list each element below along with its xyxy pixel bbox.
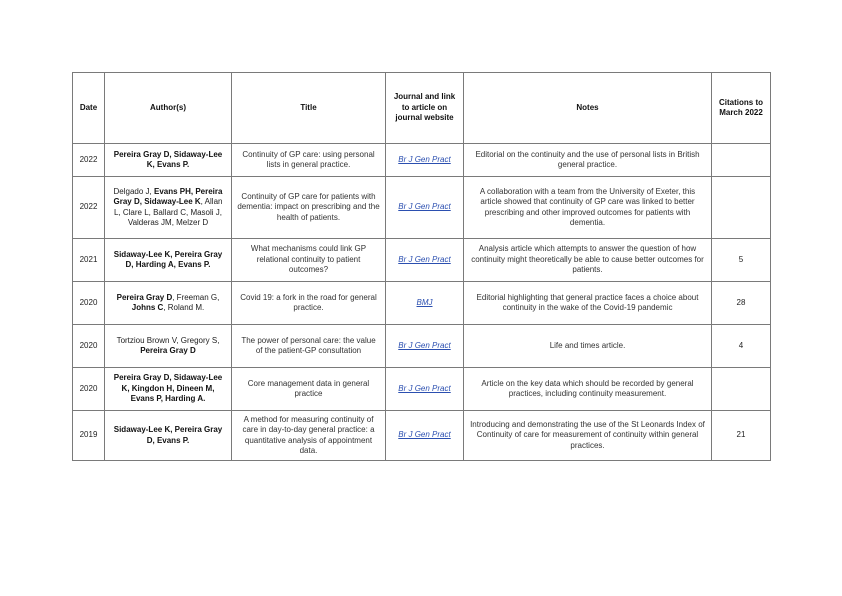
author-name: Delgado J, bbox=[113, 186, 154, 196]
cell-date: 2022 bbox=[73, 177, 105, 239]
cell-authors bbox=[105, 411, 232, 461]
cell-journal bbox=[386, 282, 464, 325]
header-date: Date bbox=[73, 73, 105, 144]
cell-citations: 28 bbox=[712, 282, 771, 325]
author-name: , Allan L, Clare L, Ballard C, Masoli J, Valderas JM, Melzer D bbox=[113, 197, 223, 227]
cell-journal bbox=[386, 177, 464, 239]
cell-authors bbox=[105, 325, 232, 368]
journal-link[interactable]: Br J Gen Pract bbox=[398, 154, 451, 164]
author-name-highlighted: Pereira Gray D, Sidaway-Lee K, Evans P. bbox=[113, 149, 223, 169]
cell-citations: 21 bbox=[712, 411, 771, 461]
cell-authors bbox=[105, 177, 232, 239]
author-name-highlighted: Sidaway-Lee K, Pereira Gray D, Evans P. bbox=[113, 425, 223, 445]
cell-title: What mechanisms could link GP relational continuity to patient outcomes? bbox=[232, 239, 386, 282]
cell-date: 2021 bbox=[73, 239, 105, 282]
cell-citations bbox=[712, 144, 771, 177]
cell-title: The power of personal care: the value of the patient-GP consultation bbox=[232, 325, 386, 368]
cell-journal bbox=[386, 368, 464, 411]
header-authors: Author(s) bbox=[105, 73, 232, 144]
cell-title: Continuity of GP care for patients with dementia: impact on prescribing and the health of patients. bbox=[232, 177, 386, 239]
author-name-highlighted: Sidaway-Lee K, Pereira Gray D, Harding A, Evans P. bbox=[113, 249, 223, 269]
header-journal: Journal and link to article on journal website bbox=[386, 73, 464, 144]
cell-notes: Life and times article. bbox=[464, 325, 712, 368]
cell-title: Continuity of GP care: using personal lists in general practice. bbox=[232, 144, 386, 177]
cell-notes: Introducing and demonstrating the use of the St Leonards Index of Continuity of care for measurement of continuity within general practices. bbox=[464, 411, 712, 461]
author-name-highlighted: Pereira Gray D bbox=[140, 346, 196, 355]
cell-authors bbox=[105, 144, 232, 177]
cell-journal bbox=[386, 239, 464, 282]
cell-date: 2020 bbox=[73, 282, 105, 325]
header-title: Title bbox=[232, 73, 386, 144]
cell-title: Core management data in general practice bbox=[232, 368, 386, 411]
journal-link[interactable]: Br J Gen Pract bbox=[398, 254, 451, 264]
table-row bbox=[73, 368, 771, 411]
table-row bbox=[73, 282, 771, 325]
publications-table bbox=[72, 72, 771, 461]
cell-date: 2022 bbox=[73, 144, 105, 177]
table-body bbox=[73, 144, 771, 461]
cell-authors bbox=[105, 239, 232, 282]
cell-authors bbox=[105, 368, 232, 411]
cell-journal bbox=[386, 411, 464, 461]
author-name-highlighted: Johns C bbox=[131, 303, 164, 312]
table-row bbox=[73, 177, 771, 239]
cell-citations: 4 bbox=[712, 325, 771, 368]
journal-link[interactable]: Br J Gen Pract bbox=[398, 430, 451, 440]
cell-title: Covid 19: a fork in the road for general practice. bbox=[232, 282, 386, 325]
cell-journal bbox=[386, 325, 464, 368]
author-name: , Roland M. bbox=[163, 303, 205, 312]
journal-link[interactable]: Br J Gen Pract bbox=[398, 383, 451, 393]
table-row bbox=[73, 325, 771, 368]
cell-citations: 5 bbox=[712, 239, 771, 282]
table-row bbox=[73, 239, 771, 282]
author-name-highlighted: Pereira Gray D bbox=[116, 292, 173, 302]
cell-authors bbox=[105, 282, 232, 325]
cell-title: A method for measuring continuity of care in day-to-day general practice: a quantitative analysis of appointment data. bbox=[232, 411, 386, 461]
journal-link[interactable]: BMJ bbox=[416, 297, 433, 307]
table-row bbox=[73, 411, 771, 461]
author-name-highlighted: Pereira Gray D, Sidaway-Lee K, Kingdon H, Dineen M, Evans P, Harding A. bbox=[113, 373, 223, 404]
cell-date: 2019 bbox=[73, 411, 105, 461]
cell-notes: Analysis article which attempts to answer the question of how continuity might theoretically be able to cause better outcomes for patients. bbox=[464, 239, 712, 282]
header-citations: Citations to March 2022 bbox=[712, 73, 771, 144]
cell-notes: A collaboration with a team from the University of Exeter, this article showed that continuity of GP care was linked to better prescribing and other improved outcomes for patients with dementia. bbox=[464, 177, 712, 239]
cell-notes: Editorial on the continuity and the use of personal lists in British general practice. bbox=[464, 144, 712, 177]
author-name-highlighted: Evans PH, Pereira Gray D, Sidaway-Lee K bbox=[113, 186, 223, 206]
journal-link[interactable]: Br J Gen Pract bbox=[398, 202, 451, 212]
header-notes: Notes bbox=[464, 73, 712, 144]
cell-citations bbox=[712, 177, 771, 239]
cell-journal bbox=[386, 144, 464, 177]
journal-link[interactable]: Br J Gen Pract bbox=[398, 340, 451, 350]
cell-citations bbox=[712, 368, 771, 411]
cell-date: 2020 bbox=[73, 368, 105, 411]
table-header-row bbox=[73, 73, 771, 144]
author-name: , Freeman G, bbox=[172, 292, 220, 302]
table-row bbox=[73, 144, 771, 177]
cell-notes: Editorial highlighting that general practice faces a choice about continuity in the wake of the Covid-19 pandemic bbox=[464, 282, 712, 325]
author-name: Tortziou Brown V, Gregory S, bbox=[116, 335, 220, 345]
cell-date: 2020 bbox=[73, 325, 105, 368]
cell-notes: Article on the key data which should be recorded by general practices, including continuity measurement. bbox=[464, 368, 712, 411]
